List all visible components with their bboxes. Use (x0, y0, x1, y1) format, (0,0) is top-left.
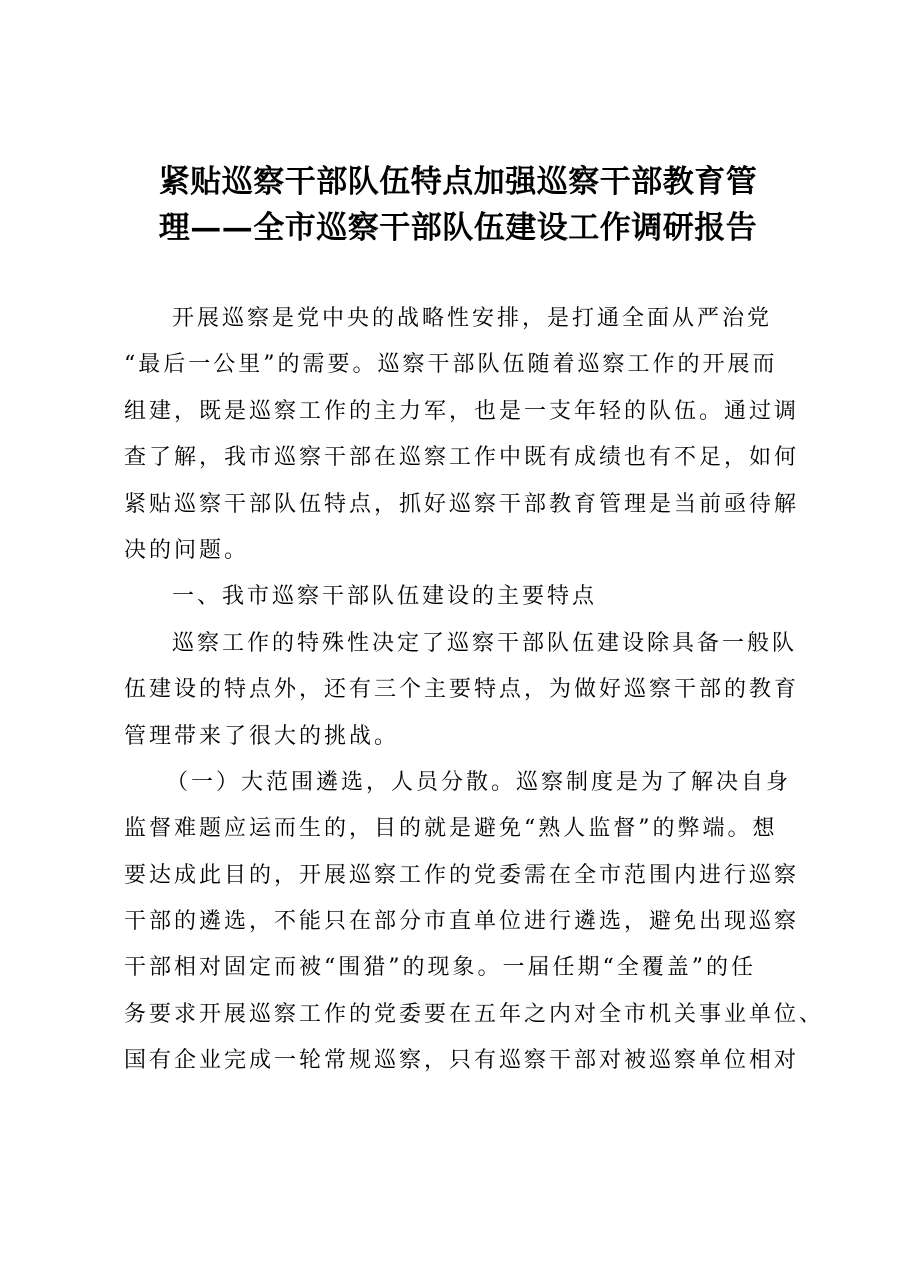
paragraph-line: 干部相对固定而被“围猎”的现象。一届任期“全覆盖”的任 (124, 955, 756, 981)
section-heading (124, 574, 784, 620)
paragraph-line: 国有企业完成一轮常规巡察，只有巡察干部对被巡察单位相对 (124, 1048, 800, 1074)
document-title (128, 160, 788, 253)
document-body (124, 296, 825, 1085)
paragraph-line: 决的问题。 (124, 537, 250, 563)
heading-line: 一、我市巡察干部队伍建设的主要特点 (172, 584, 598, 610)
paragraph-line: （一）大范围遴选，人员分散。巡察制度是为了解决自身 (166, 769, 792, 795)
paragraph-features (124, 621, 800, 760)
paragraph-line: 要达成此目的，开展巡察工作的党委需在全市范围内进行巡察 (124, 862, 800, 888)
paragraph-line: 巡察工作的特殊性决定了巡察干部队伍建设除具备一般队 (172, 630, 798, 656)
paragraph-line: 管理带来了很大的挑战。 (124, 723, 400, 749)
title-line: 紧贴巡察干部队伍特点加强巡察干部教育管 (158, 164, 758, 200)
paragraph-line: 组建，既是巡察工作的主力军，也是一支年轻的队伍。通过调 (124, 398, 800, 424)
paragraph-subsection-1 (124, 760, 825, 1085)
title-line: 理——全市巡察干部队伍建设工作调研报告 (158, 210, 758, 247)
paragraph-line: “最后一公里”的需要。巡察干部队伍随着巡察工作的开展而 (124, 352, 778, 378)
paragraph-line: 紧贴巡察干部队伍特点，抓好巡察干部教育管理是当前亟待解 (124, 491, 800, 517)
paragraph-line: 查了解，我市巡察干部在巡察工作中既有成绩也有不足，如何 (124, 445, 800, 471)
paragraph-line: 伍建设的特点外，还有三个主要特点，为做好巡察干部的教育 (124, 677, 800, 703)
paragraph-line: 干部的遴选，不能只在部分市直单位进行遴选，避免出现巡察 (124, 909, 800, 935)
paragraph-line: 开展巡察是党中央的战略性安排，是打通全面从严治党 (172, 306, 773, 331)
paragraph-line: 务要求开展巡察工作的党委要在五年之内对全市机关事业单位、 (124, 1001, 825, 1027)
paragraph-intro (124, 296, 800, 574)
paragraph-line: 监督难题应运而生的，目的就是避免“熟人监督”的弊端。想 (124, 816, 778, 842)
